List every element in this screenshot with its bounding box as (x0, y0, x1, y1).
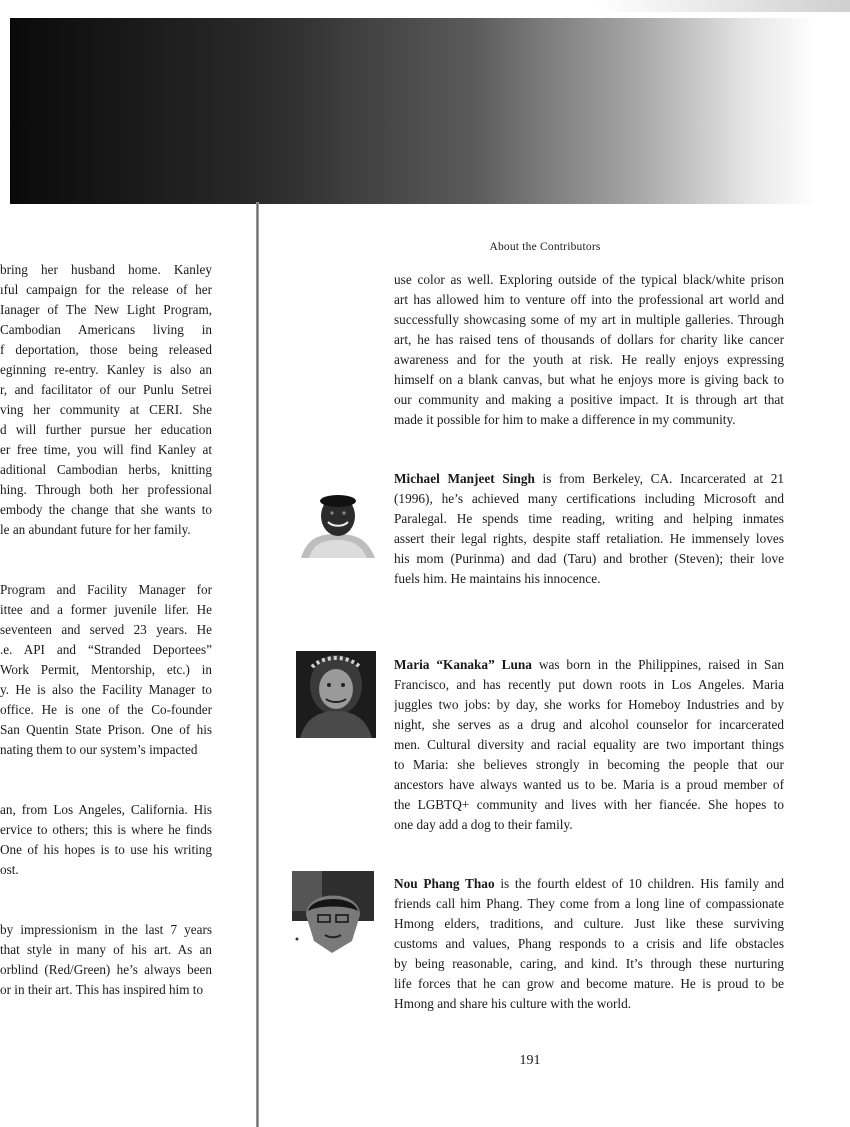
bio-text-line: customs and values, Phang responds to a crisis and life obstacles (394, 936, 784, 951)
bio-text-line: (1996), he’s achieved many certifications including Microsoft and (394, 491, 784, 506)
page-number: 191 (519, 1053, 541, 1068)
running-head: About the Contributors (489, 241, 601, 253)
bio-text-line: Francisco, and has recently put down roots in Los Angeles. Maria (394, 677, 784, 692)
contributor-name: Michael Manjeet Singh (394, 471, 535, 486)
continuation-text-line: awareness and for the youth at risk. He really enjoys expressing (394, 352, 784, 367)
bio-text-line: his mom (Purinma) and dad (Taru) and brother (Steven); their love (394, 551, 784, 566)
left-page-text-line (0, 880, 212, 900)
left-page-text-line: embody the change that she wants to (0, 502, 212, 517)
bio-text: was born in the Philippines, raised in San (531, 657, 784, 672)
bio-text-line: Hmong and share his culture with the world. (394, 996, 632, 1011)
left-page-text-line (0, 780, 212, 800)
left-page-text-line: y. He is also the Facility Manager to (0, 682, 212, 697)
bio-text-line: friends call him Phang. They come from a long line of compassionate (394, 896, 784, 911)
bio-text-line: ancestors have always wanted us to be. Maria is a proud member of (394, 777, 784, 792)
portrait-icon (292, 871, 374, 957)
contributor-bio-nou (394, 874, 784, 1014)
left-page-text-line: le an abundant future for her family. (0, 522, 191, 537)
bio-text-line: Hmong elders, traditions, and culture. Just like these surviving (394, 916, 784, 931)
bio-first-line (394, 655, 784, 675)
left-page-text-line: eginning re-entry. Kanley is also an (0, 362, 212, 377)
scan-dark-band (10, 18, 850, 204)
left-page-text-line: San Quentin State Prison. One of his (0, 722, 212, 737)
left-page-text-line: office. He is one of the Co-founder (0, 702, 212, 717)
bio-text-line: men. Cultural diversity and racial equality are two important things (394, 737, 784, 752)
left-page-text-line: by impressionism in the last 7 years (0, 922, 212, 937)
left-page-text-line: hing. Through both her professional (0, 482, 212, 497)
portrait-icon (297, 492, 377, 558)
left-page-text-line: er free time, you will find Kanley at (0, 442, 212, 457)
left-page-text-line: Cambodian Americans living in (0, 322, 212, 337)
left-page-text-line (0, 540, 212, 560)
contributor-name: Maria “Kanaka” Luna (394, 657, 532, 672)
left-page-text-line: r, and facilitator of our Punlu Setrei (0, 382, 212, 397)
bio-text: is the fourth eldest of 10 children. His family and (494, 876, 784, 891)
bio-text-line: night, she serves as a drug and alcohol counselor for incarcerated (394, 717, 784, 732)
continuation-text-line: use color as well. Exploring outside of the typical black/white prison (394, 272, 784, 287)
left-page-text-line: that style in many of his art. As an (0, 942, 212, 957)
bio-text-line: one day add a dog to their family. (394, 817, 573, 832)
continuation-text-line: himself on a blank canvas, but what he enjoys more is giving back to (394, 372, 784, 387)
bio-text-line: juggles two jobs: by day, she works for Homeboy Industries and by (394, 697, 784, 712)
continuation-text-line: art, he has raised tens of thousands of dollars for charity like cancer (394, 332, 784, 347)
left-page-text-line (0, 760, 212, 780)
left-page-text-line: d will further pursue her education (0, 422, 212, 437)
left-page-text-line (0, 900, 212, 920)
left-page-text-line: an, from Los Angeles, California. His (0, 802, 212, 817)
continuation-text-line: successfully showcasing some of my art in multiple galleries. Through (394, 312, 784, 327)
left-page-text-line: One of his hopes is to use his writing (0, 842, 212, 857)
left-page-text-line: Ianager of The New Light Program, (0, 302, 212, 317)
continuation-paragraph (394, 270, 784, 430)
left-page-text-line: Program and Facility Manager for (0, 582, 212, 597)
left-page-text-line: f deportation, those being released (0, 342, 212, 357)
left-page-text-line: ervice to others; this is where he finds (0, 822, 212, 837)
left-page-text-line: nating them to our system’s impacted (0, 742, 198, 757)
scan-top-edge (0, 0, 850, 12)
continuation-text-line: our community and making a positive impact. It is through art that (394, 392, 784, 407)
bio-text-line: assert their legal rights, despite staff retaliation. He immensely loves (394, 531, 784, 546)
left-page-text-line: ost. (0, 862, 19, 877)
contributor-photo-michael (297, 492, 377, 558)
bio-text-line: the LGBTQ+ community and lives with her fiancée. She hopes to (394, 797, 784, 812)
bio-text: is from Berkeley, CA. Incarcerated at 21 (534, 471, 784, 486)
bio-text-line: to Maria: she believes strongly in becoming the people that our (394, 757, 784, 772)
bio-text-line: Paralegal. He spends time reading, writing and helping inmates (394, 511, 784, 526)
left-page-text-line: Work Permit, Mentorship, etc.) in (0, 662, 212, 677)
portrait-icon (296, 651, 376, 738)
bio-text-line: life forces that he can grow and become mature. He is proud to be (394, 976, 784, 991)
book-gutter (256, 202, 259, 1127)
bio-text-line: by being reasonable, caring, and kind. It’s through these nurturing (394, 956, 784, 971)
bio-first-line (394, 874, 784, 894)
contributor-photo-maria (296, 651, 376, 738)
left-page-text-line: orblind (Red/Green) he’s always been (0, 962, 212, 977)
left-page-text-line: ıful campaign for the release of her (0, 282, 212, 297)
left-page-text-line: bring her husband home. Kanley (0, 262, 212, 277)
left-page-text-line (0, 560, 212, 580)
left-page-text-line: ving her community at CERI. She (0, 402, 212, 417)
contributor-photo-nou (292, 871, 374, 957)
bio-text-line: fuels him. He maintains his innocence. (394, 571, 601, 586)
bio-first-line (394, 469, 784, 489)
left-page-text-line: .e. API and “Stranded Deportees” (0, 642, 212, 657)
left-page-text-line: aditional Cambodian herbs, knitting (0, 462, 212, 477)
left-page-text-line: seventeen and served 23 years. He (0, 622, 212, 637)
contributor-bio-maria (394, 655, 784, 835)
continuation-text-line: made it possible for him to make a difference in my community. (394, 412, 736, 427)
continuation-text-line: art has allowed him to venture off into the professional art world and (394, 292, 784, 307)
left-page-text-line: ittee and a former juvenile lifer. He (0, 602, 212, 617)
contributor-name: Nou Phang Thao (394, 876, 495, 891)
left-page-text-line: or in their art. This has inspired him to (0, 982, 204, 997)
contributor-bio-michael (394, 469, 784, 589)
